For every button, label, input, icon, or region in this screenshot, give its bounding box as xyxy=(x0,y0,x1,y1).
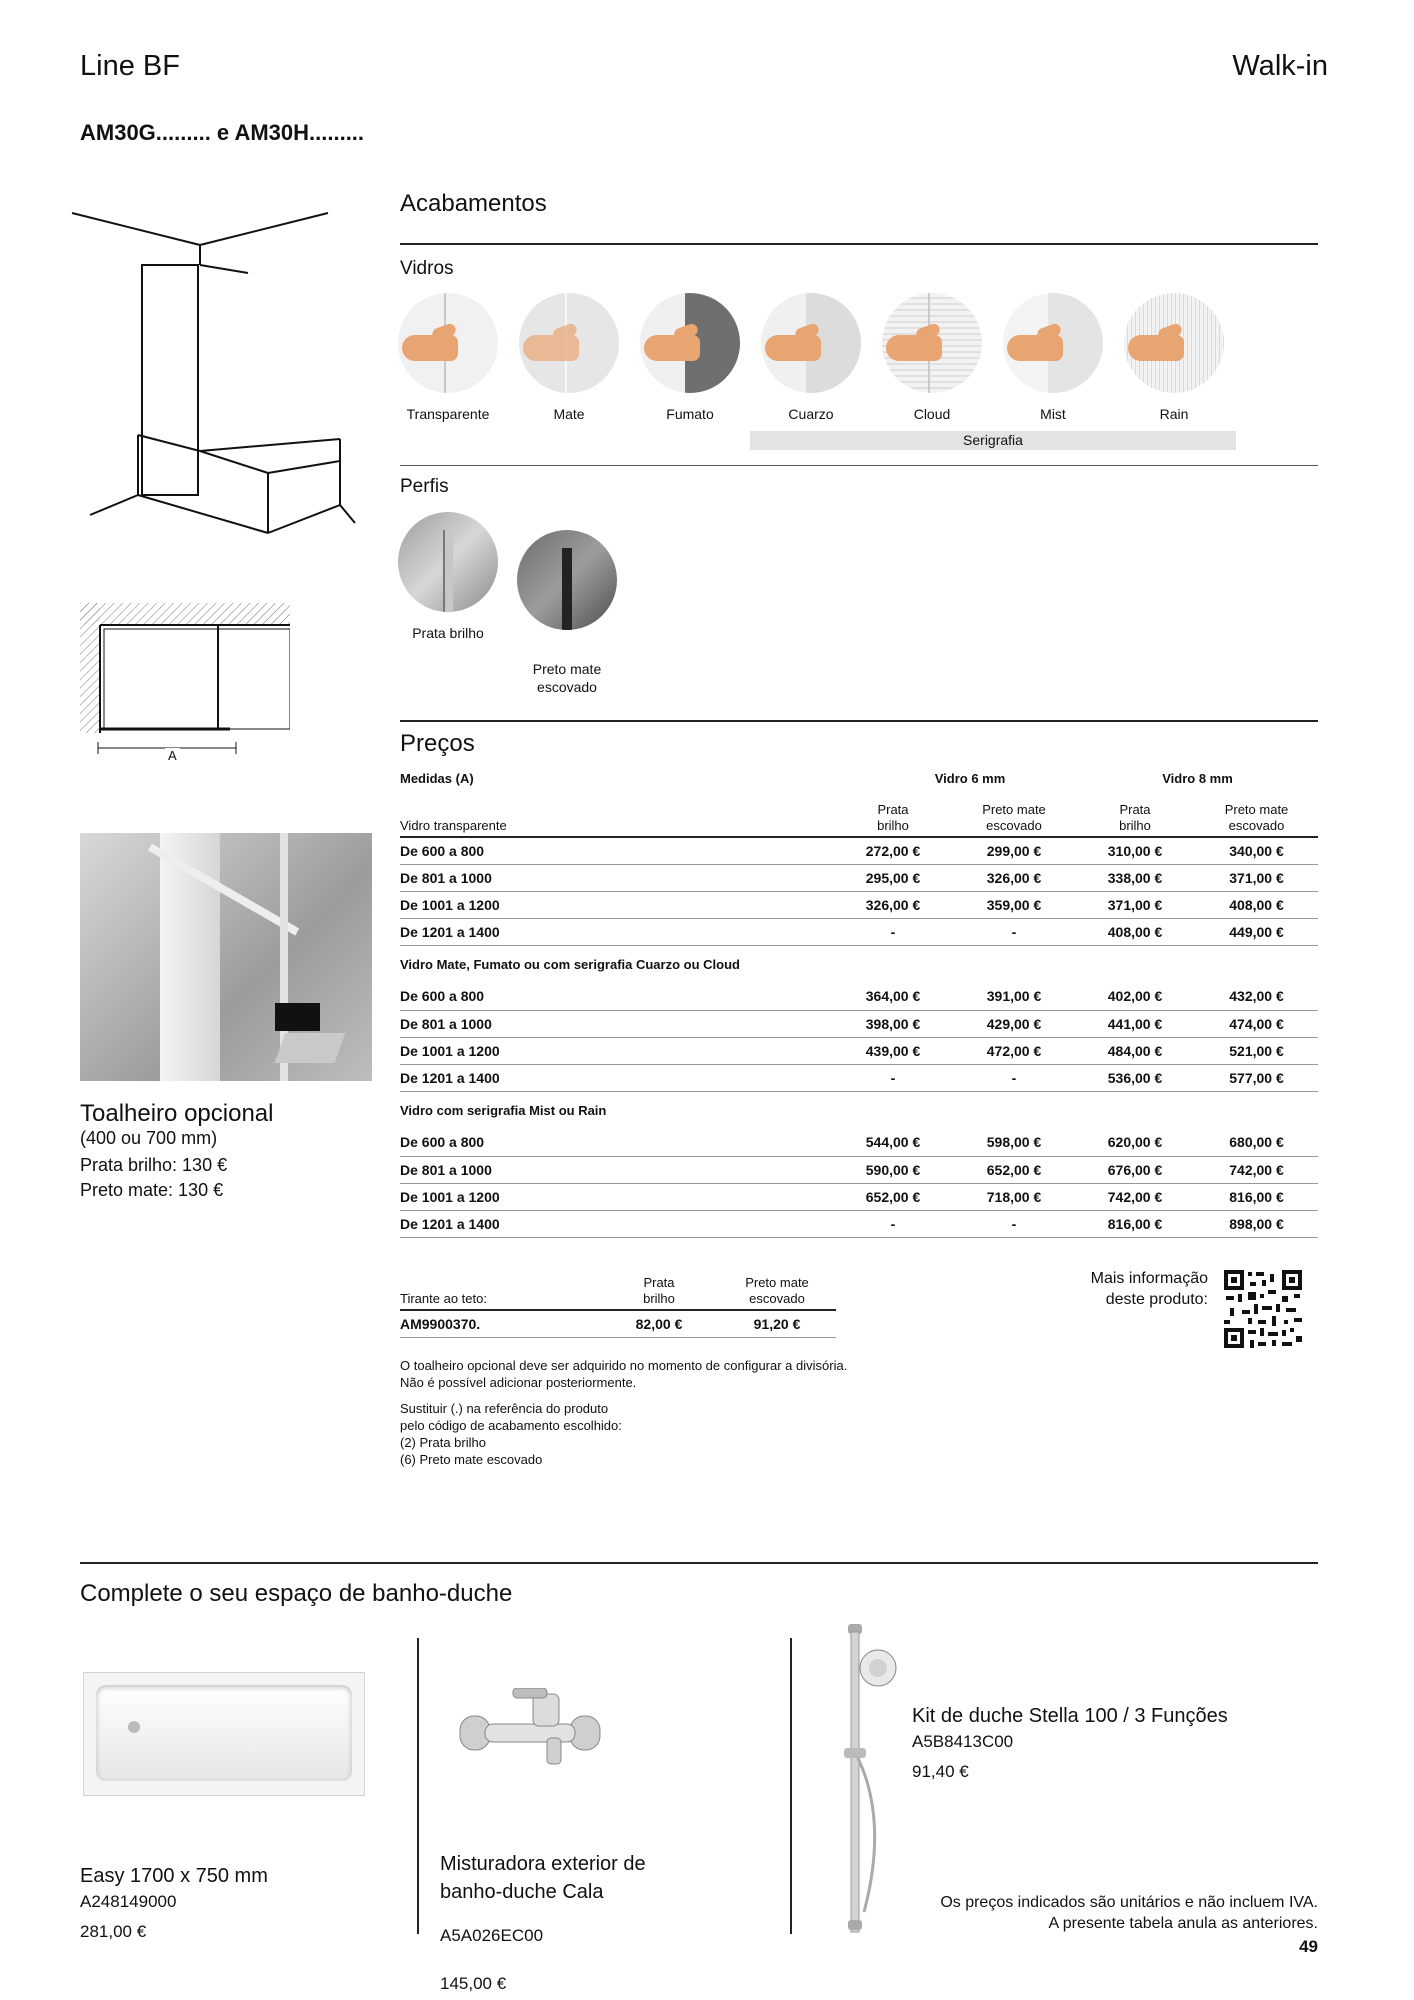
bathtub-image xyxy=(83,1672,365,1796)
ceiling-rod-label: Tirante ao teto: xyxy=(400,1268,600,1310)
glass-cuarzo-image xyxy=(761,293,861,393)
price-header-row xyxy=(400,795,1318,837)
price-cell: 742,00 € xyxy=(1075,1183,1195,1210)
profile-swatch-prata xyxy=(398,512,498,642)
price-cell: 402,00 € xyxy=(1075,983,1195,1010)
price-cell: 398,00 € xyxy=(833,1010,953,1037)
glass-swatch-mist xyxy=(1003,293,1103,423)
row-size: De 801 a 1000 xyxy=(400,1010,833,1037)
price-cell: 536,00 € xyxy=(1075,1064,1195,1091)
bathtub-code: A248149000 xyxy=(80,1892,177,1911)
price-cell: 326,00 € xyxy=(833,891,953,918)
price-cell: 676,00 € xyxy=(1075,1156,1195,1183)
glass-swatch-cloud xyxy=(882,293,982,423)
col-v8-prata: Prata brilho xyxy=(1075,795,1195,837)
price-cell: 441,00 € xyxy=(1075,1010,1195,1037)
price-cell: 439,00 € xyxy=(833,1037,953,1064)
shower-kit-code: A5B8413C00 xyxy=(912,1732,1014,1751)
price-cell: 652,00 € xyxy=(833,1183,953,1210)
ceiling-rod-col-preto: Preto mate escovado xyxy=(718,1268,836,1310)
row-size: De 801 a 1000 xyxy=(400,1156,833,1183)
ceiling-rod-header xyxy=(400,1268,836,1310)
price-cell: 898,00 € xyxy=(1195,1210,1318,1237)
price-cell: 472,00 € xyxy=(953,1037,1075,1064)
glass-swatch-transparente xyxy=(398,293,498,423)
price-cell: 338,00 € xyxy=(1075,864,1195,891)
price-cell: 364,00 € xyxy=(833,983,953,1010)
col-vidro-8: Vidro 8 mm xyxy=(1162,771,1233,786)
price-cell: 718,00 € xyxy=(953,1183,1075,1210)
glass-mist-label: Mist xyxy=(1040,406,1066,422)
price-cell: 680,00 € xyxy=(1195,1129,1318,1156)
price-cell: 474,00 € xyxy=(1195,1010,1318,1037)
shower-kit-image xyxy=(828,1622,908,1942)
glass-rain-image xyxy=(1124,293,1224,393)
group-row xyxy=(400,1091,1318,1129)
more-info-text: Mais informação deste produto: xyxy=(1090,1270,1208,1308)
price-cell: 371,00 € xyxy=(1195,864,1318,891)
complete-rule xyxy=(80,1562,1318,1564)
glass-transparente-label: Transparente xyxy=(406,406,490,422)
ceiling-rod-col-prata: Prata brilho xyxy=(600,1268,718,1310)
row-size: De 1001 a 1200 xyxy=(400,891,833,918)
finish-code-note: Sustituir (.) na referência do produto pelo código de acabamento escolhido: (2) Prata brilho (6) Preto mate escovado xyxy=(400,1401,622,1467)
price-cell: - xyxy=(833,1210,953,1237)
price-cell: 272,00 € xyxy=(833,837,953,864)
table-row xyxy=(400,918,1318,945)
glass-mate-label: Mate xyxy=(553,406,585,422)
towel-rail-price-preto: Preto mate: 130 € xyxy=(80,1180,224,1200)
serigraphy-band: Serigrafia xyxy=(750,431,1236,450)
row-size: De 1201 a 1400 xyxy=(400,1064,833,1091)
complete-title: Complete o seu espaço de banho-duche xyxy=(80,1580,513,1607)
price-cell: 590,00 € xyxy=(833,1156,953,1183)
glass-title: Vidros xyxy=(400,258,454,279)
price-cell: 544,00 € xyxy=(833,1129,953,1156)
price-disclaimer: Os preços indicados são unitários e não incluem IVA. A presente tabela anula as anteriores. xyxy=(940,1894,1318,1932)
group-mate-label: Vidro Mate, Fumato ou com serigrafia Cuarzo ou Cloud xyxy=(400,956,740,972)
table-row xyxy=(400,1156,1318,1183)
col-v6-prata: Prata brilho xyxy=(833,795,953,837)
group-mist-label: Vidro com serigrafia Mist ou Rain xyxy=(400,1102,607,1118)
price-cell: - xyxy=(833,1064,953,1091)
price-cell: 299,00 € xyxy=(953,837,1075,864)
price-cell: 577,00 € xyxy=(1195,1064,1318,1091)
price-cell: 408,00 € xyxy=(1075,918,1195,945)
glass-cloud-label: Cloud xyxy=(913,406,951,422)
price-cell: 742,00 € xyxy=(1195,1156,1318,1183)
row-size: De 801 a 1000 xyxy=(400,864,833,891)
glass-cloud-image xyxy=(882,293,982,393)
glass-swatch-mate xyxy=(519,293,619,423)
bathtub-price: 281,00 € xyxy=(80,1922,147,1941)
price-cell: 449,00 € xyxy=(1195,918,1318,945)
ceiling-rod-code: AM9900370. xyxy=(400,1310,600,1337)
bathtub-name: Easy 1700 x 750 mm xyxy=(80,1865,268,1887)
mixer-price: 145,00 € xyxy=(440,1974,507,1993)
table-row xyxy=(400,1210,1318,1237)
table-row xyxy=(400,983,1318,1010)
glass-rain-label: Rain xyxy=(1159,406,1189,422)
group-row xyxy=(400,945,1318,983)
glass-swatch-fumato xyxy=(640,293,740,423)
price-cell: 816,00 € xyxy=(1195,1183,1318,1210)
profile-preto-label: Preto mate escovado xyxy=(532,661,602,695)
ceiling-rod-price-preto: 91,20 € xyxy=(718,1310,836,1337)
product-shower-kit xyxy=(912,1702,1228,1784)
product-bathtub xyxy=(80,1862,268,1944)
price-cell: - xyxy=(953,1210,1075,1237)
price-cell: 620,00 € xyxy=(1075,1129,1195,1156)
product-divider-1 xyxy=(417,1638,419,1934)
table-row xyxy=(400,1129,1318,1156)
finishes-rule xyxy=(400,243,1318,245)
col-vidro-6: Vidro 6 mm xyxy=(934,771,1006,786)
glass-transparente-image xyxy=(398,293,498,393)
glass-fumato-image xyxy=(640,293,740,393)
table-row xyxy=(400,891,1318,918)
price-cell: 295,00 € xyxy=(833,864,953,891)
price-cell: 429,00 € xyxy=(953,1010,1075,1037)
profile-swatch-preto xyxy=(517,512,617,714)
price-cell: 432,00 € xyxy=(1195,983,1318,1010)
glass-mate-image xyxy=(519,293,619,393)
table-row xyxy=(400,1037,1318,1064)
glass-fumato-label: Fumato xyxy=(666,406,714,422)
price-cell: 310,00 € xyxy=(1075,837,1195,864)
profile-preto-image xyxy=(517,530,617,630)
shower-kit-price: 91,40 € xyxy=(912,1762,969,1781)
table-row xyxy=(400,1310,836,1337)
price-cell: 371,00 € xyxy=(1075,891,1195,918)
price-cell: 816,00 € xyxy=(1075,1210,1195,1237)
shower-kit-name: Kit de duche Stella 100 / 3 Funções xyxy=(912,1705,1228,1727)
brand-title: Line BF xyxy=(80,50,180,82)
plan-diagram xyxy=(80,603,290,763)
mixer-image xyxy=(455,1688,605,1778)
price-cell: 408,00 € xyxy=(1195,891,1318,918)
price-cell: 598,00 € xyxy=(953,1129,1075,1156)
price-cell: 652,00 € xyxy=(953,1156,1075,1183)
profiles-rule xyxy=(400,465,1318,466)
towel-rail-note: O toalheiro opcional deve ser adquirido no momento de configurar a divisória. Não é possível adicionar posteriormente. xyxy=(400,1358,848,1390)
table-row xyxy=(400,837,1318,864)
glass-swatch-cuarzo xyxy=(761,293,861,423)
ceiling-rod-price-prata: 82,00 € xyxy=(600,1310,718,1337)
row-size: De 600 a 800 xyxy=(400,983,833,1010)
mixer-name: Misturadora exterior de banho-duche Cala xyxy=(440,1853,646,1903)
glass-swatch-rain xyxy=(1124,293,1224,423)
table-row xyxy=(400,1010,1318,1037)
product-mixer xyxy=(440,1832,646,2000)
finishes-title: Acabamentos xyxy=(400,190,547,217)
glass-mist-image xyxy=(1003,293,1103,393)
group-transparente-label: Vidro transparente xyxy=(400,795,833,837)
towel-rail-photo xyxy=(80,833,372,1081)
price-cell: 484,00 € xyxy=(1075,1037,1195,1064)
price-cell: - xyxy=(953,918,1075,945)
dimension-label: A xyxy=(165,748,180,763)
table-row xyxy=(400,864,1318,891)
profile-prata-label: Prata brilho xyxy=(412,625,484,641)
product-divider-2 xyxy=(790,1638,792,1934)
prices-title: Preços xyxy=(400,730,475,757)
row-size: De 1001 a 1200 xyxy=(400,1037,833,1064)
price-cell: 391,00 € xyxy=(953,983,1075,1010)
table-row xyxy=(400,1183,1318,1210)
price-table xyxy=(400,795,1318,1238)
price-cell: 359,00 € xyxy=(953,891,1075,918)
qr-code[interactable] xyxy=(1224,1270,1302,1348)
shower-screen-drawing xyxy=(70,205,360,545)
price-cell: - xyxy=(953,1064,1075,1091)
col-medidas: Medidas (A) xyxy=(400,771,474,786)
col-v8-preto: Preto mate escovado xyxy=(1195,795,1318,837)
price-cell: 521,00 € xyxy=(1195,1037,1318,1064)
towel-rail-title: Toalheiro opcional xyxy=(80,1100,274,1127)
row-size: De 1201 a 1400 xyxy=(400,1210,833,1237)
model-code: AM30G......... e AM30H......... xyxy=(80,120,365,145)
profiles-title: Perfis xyxy=(400,476,449,497)
page-number: 49 xyxy=(1299,1937,1318,1956)
col-v6-preto: Preto mate escovado xyxy=(953,795,1075,837)
prices-rule xyxy=(400,720,1318,722)
ceiling-rod-table xyxy=(400,1268,836,1338)
row-size: De 1001 a 1200 xyxy=(400,1183,833,1210)
row-size: De 600 a 800 xyxy=(400,1129,833,1156)
table-row xyxy=(400,1064,1318,1091)
row-size: De 600 a 800 xyxy=(400,837,833,864)
category-title: Walk-in xyxy=(1232,50,1328,82)
glass-cuarzo-label: Cuarzo xyxy=(788,406,834,422)
towel-rail-size: (400 ou 700 mm) xyxy=(80,1128,218,1148)
mixer-code: A5A026EC00 xyxy=(440,1926,544,1945)
price-cell: 326,00 € xyxy=(953,864,1075,891)
price-cell: - xyxy=(833,918,953,945)
row-size: De 1201 a 1400 xyxy=(400,918,833,945)
towel-rail-price-prata: Prata brilho: 130 € xyxy=(80,1155,228,1175)
profile-prata-image xyxy=(398,512,498,612)
price-cell: 340,00 € xyxy=(1195,837,1318,864)
